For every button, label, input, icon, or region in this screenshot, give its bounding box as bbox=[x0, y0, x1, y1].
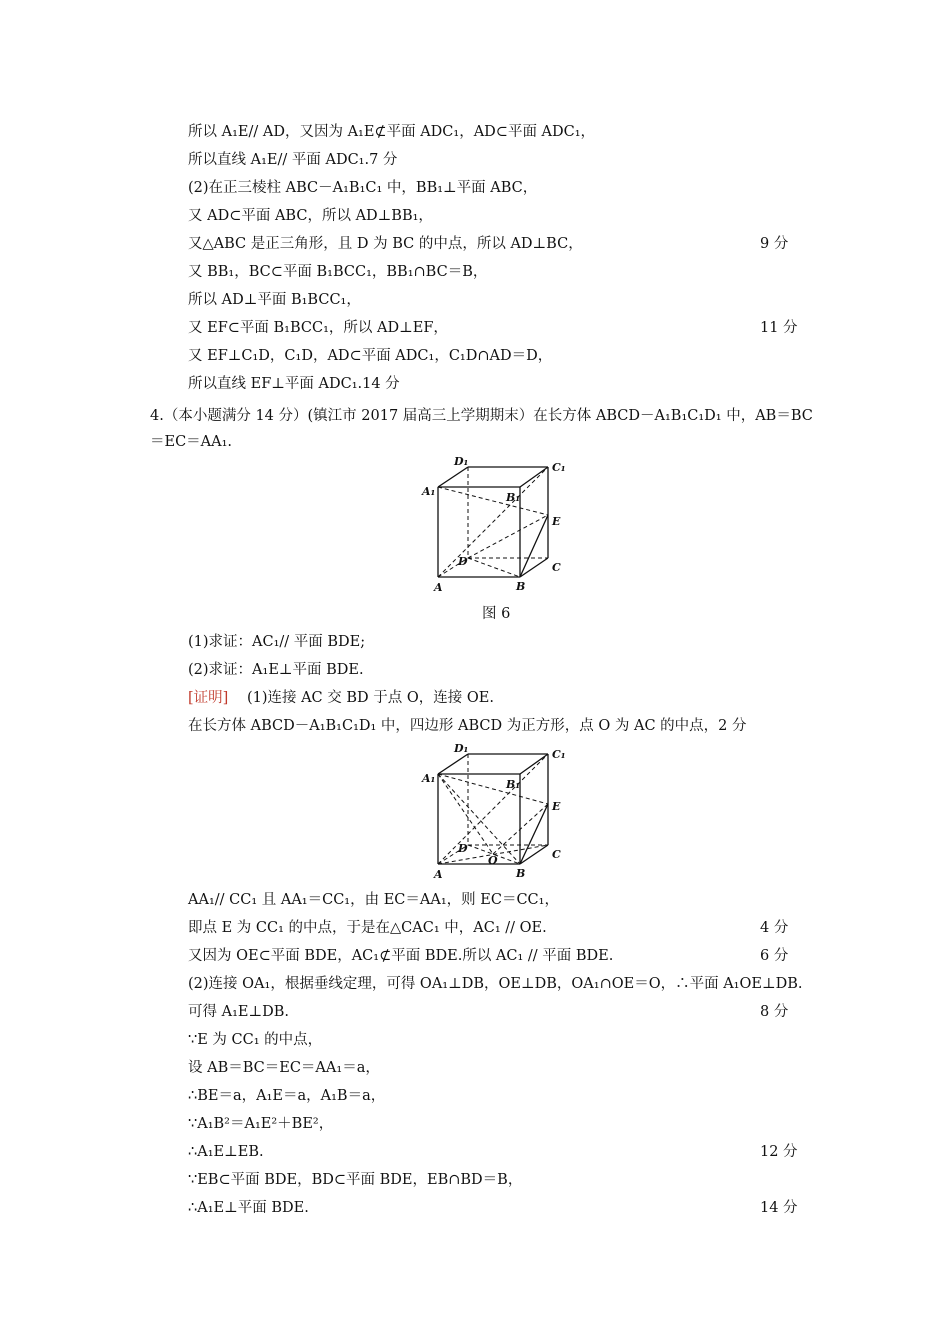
label-C1: C₁ bbox=[552, 748, 566, 761]
text-line: 所以直线 A₁E// 平面 ADC₁.7 分 bbox=[188, 152, 398, 168]
score-label: 6 分 bbox=[760, 948, 789, 964]
text-line: ∵A₁B²＝A₁E²＋BE²， bbox=[188, 1116, 334, 1132]
text-line: ∵E 为 CC₁ 的中点， bbox=[188, 1032, 323, 1048]
label-A: A bbox=[434, 581, 443, 594]
score-label: 11 分 bbox=[760, 320, 798, 336]
label-B1: B₁ bbox=[506, 778, 521, 791]
question-part-2: (2)求证：A₁E⊥平面 BDE. bbox=[188, 662, 364, 678]
figure-caption: 图 6 bbox=[482, 606, 511, 622]
label-O: O bbox=[488, 854, 498, 867]
text-line: 又 AD⊂平面 ABC，所以 AD⊥BB₁， bbox=[188, 208, 433, 224]
proof-start bbox=[188, 688, 494, 708]
score-label: 4 分 bbox=[760, 920, 789, 936]
text-line: 所以直线 EF⊥平面 ADC₁.14 分 bbox=[188, 376, 400, 392]
text-line: (2)在正三棱柱 ABC－A₁B₁C₁ 中，BB₁⊥平面 ABC， bbox=[188, 180, 538, 196]
score-label: 14 分 bbox=[760, 1200, 798, 1216]
score-label: 9 分 bbox=[760, 236, 789, 252]
label-B: B bbox=[516, 867, 526, 880]
label-C: C bbox=[552, 848, 561, 861]
text-line: 所以 A₁E// AD，又因为 A₁E⊄平面 ADC₁，AD⊂平面 ADC₁， bbox=[188, 124, 596, 140]
text-line: 可得 A₁E⊥DB. bbox=[188, 1004, 290, 1020]
text-line: 所以 AD⊥平面 B₁BCC₁， bbox=[188, 292, 361, 308]
label-A: A bbox=[434, 868, 443, 880]
text-line: (2)连接 OA₁，根据垂线定理，可得 OA₁⊥DB，OE⊥DB，OA₁∩OE＝O，∴平面 A₁OE⊥DB. bbox=[188, 976, 803, 992]
label-A1: A₁ bbox=[422, 772, 436, 785]
text-line: ∴A₁E⊥EB. bbox=[188, 1144, 264, 1160]
proof-tag: [证明] bbox=[188, 690, 229, 706]
label-D: D bbox=[458, 555, 468, 568]
label-C1: C₁ bbox=[552, 461, 566, 474]
problem-statement-cont: ＝EC＝AA₁. bbox=[150, 434, 233, 450]
text-line: 又 BB₁，BC⊂平面 B₁BCC₁，BB₁∩BC＝B， bbox=[188, 264, 488, 280]
text-line: 即点 E 为 CC₁ 的中点，于是在△CAC₁ 中，AC₁ // OE. bbox=[188, 920, 547, 936]
label-E: E bbox=[552, 515, 561, 528]
text-line: ∴BE＝a，A₁E＝a，A₁B＝a， bbox=[188, 1088, 386, 1104]
label-C: C bbox=[552, 561, 561, 574]
text-line: 又 EF⊂平面 B₁BCC₁，所以 AD⊥EF， bbox=[188, 320, 448, 336]
label-A1: A₁ bbox=[422, 485, 436, 498]
question-part-1: (1)求证：AC₁// 平面 BDE; bbox=[188, 634, 366, 650]
text-line: 又因为 OE⊂平面 BDE，AC₁⊄平面 BDE.所以 AC₁ // 平面 BDE. bbox=[188, 948, 614, 964]
text-line: 又 EF⊥C₁D，C₁D，AD⊂平面 ADC₁，C₁D∩AD＝D， bbox=[188, 348, 553, 364]
label-B: B bbox=[516, 580, 526, 593]
score-label: 12 分 bbox=[760, 1144, 798, 1160]
score-label: 8 分 bbox=[760, 1004, 789, 1020]
text-line: 又△ABC 是正三角形，且 D 为 BC 的中点，所以 AD⊥BC， bbox=[188, 236, 583, 252]
text-line: AA₁// CC₁ 且 AA₁＝CC₁，由 EC＝AA₁，则 EC＝CC₁， bbox=[188, 892, 559, 908]
problem-statement: 4.（本小题满分 14 分）(镇江市 2017 届高三上学期期末）在长方体 ABCD－A₁B₁C₁D₁ 中，AB＝BC bbox=[150, 408, 813, 424]
text-line: 设 AB＝BC＝EC＝AA₁＝a， bbox=[188, 1060, 380, 1076]
label-D1: D₁ bbox=[454, 742, 469, 755]
text-line: 在长方体 ABCD－A₁B₁C₁D₁ 中，四边形 ABCD 为正方形，点 O 为 AC 的中点，2 分 bbox=[188, 718, 747, 734]
cuboid-figure-proof bbox=[420, 740, 580, 880]
text-line: ∵EB⊂平面 BDE，BD⊂平面 BDE，EB∩BD＝B， bbox=[188, 1172, 523, 1188]
cuboid-figure-6 bbox=[420, 455, 580, 595]
label-E: E bbox=[552, 800, 561, 813]
label-D1: D₁ bbox=[454, 455, 469, 468]
label-D: D bbox=[458, 842, 468, 855]
text-line: ∴A₁E⊥平面 BDE. bbox=[188, 1200, 309, 1216]
proof-first-line: (1)连接 AC 交 BD 于点 O，连接 OE. bbox=[246, 690, 494, 706]
label-B1: B₁ bbox=[506, 491, 521, 504]
